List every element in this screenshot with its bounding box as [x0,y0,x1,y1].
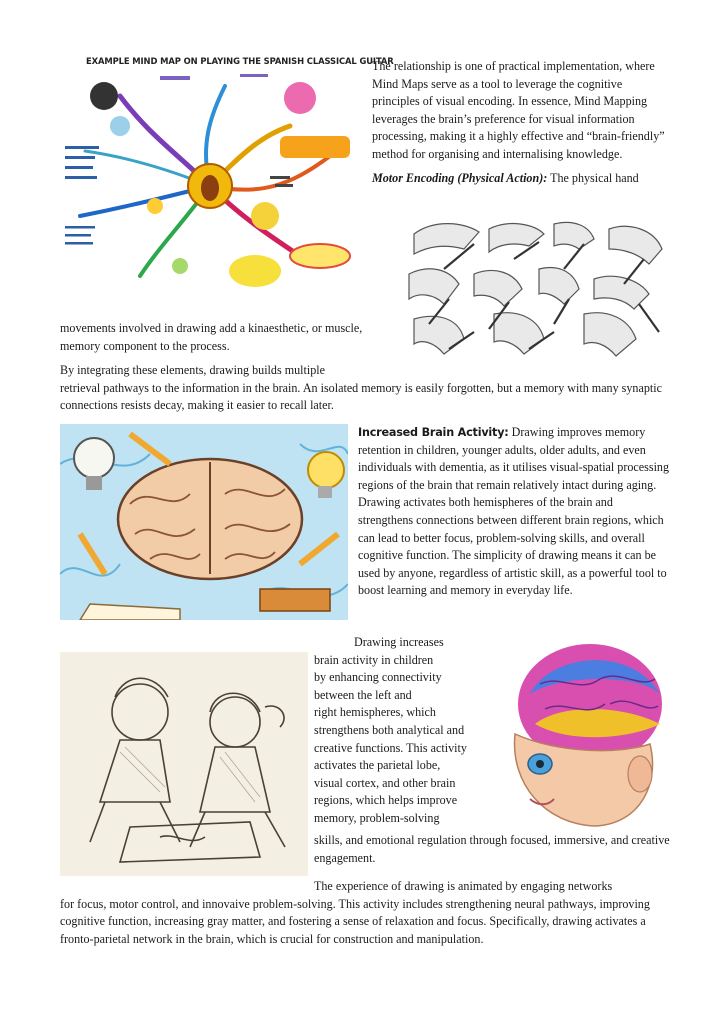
motor-continuation [60,320,400,355]
motor-text-b: movements involved in drawing add a kinaesthetic, or muscle, memory component to the process. [60,321,363,353]
children-drawing-image [60,652,308,876]
mind-map-image [60,66,360,304]
children-line-9: regions, which helps improve [314,793,458,808]
children-line-10: memory, problem-solving [314,810,440,825]
final-rest: for focus, motor control, and innovaive problem-solving. This activity includes strengthening neural pathways, improving cognitive function, increasing gray matter, and fostering a sense of relaxation and focus. Specifically, drawing activates a fronto-parietal network in the brain, which is crucial for construction and manipulation. [60,896,650,946]
children-line-5: strengthens both analytical and [314,722,465,737]
baby-brain-image [490,634,672,832]
brain-activity-paragraph [358,424,670,600]
intro-paragraph [372,58,668,187]
children-paragraph [314,634,494,828]
integration-paragraph [60,362,672,415]
final-line1: The experience of drawing is animated by engaging networks [314,879,613,893]
motor-heading: Motor Encoding (Physical Action): [372,170,548,185]
final-paragraph [60,878,672,948]
integration-line1: By integrating these elements, drawing builds multiple [60,363,326,377]
motor-text-a: The physical hand [547,170,639,185]
children-line-4: right hemispheres, which [314,705,436,720]
children-line-6: creative functions. This activity [314,740,467,755]
children-line-1: brain activity in children [314,652,434,667]
motor-encoding-lead [372,170,668,188]
children-tail: skills, and emotional regulation through focused, immersive, and creative engagement. [314,833,670,865]
brain-activity-text: Drawing improves memory retention in children, younger adults, older adults, and even individuals with dementia, as it utilises visual-spatial processing regions of the brain that remain relatively intact during aging. Drawing activates both hemispheres of the brain and strengthens connections between different brain regions, which can lead to better focus, problem-solving skills, and overall cognitive function. The simplicity of drawing means it can be used by anyone, regardless of artistic skill, as a powerful tool to boost learning and memory in everyday life. [358,425,670,598]
children-tail-paragraph [314,832,672,867]
brain-activity-heading: Increased Brain Activity: [358,426,509,439]
drawing-hands-image [404,214,668,362]
mind-map-title: EXAMPLE MIND MAP ON PLAYING THE SPANISH CLASSICAL GUITAR [86,56,394,66]
children-line-8: visual cortex, and other brain [314,775,456,790]
children-line-2: by enhancing connectivity [314,670,442,685]
children-line-3: between the left and [314,687,412,702]
integration-rest: retrieval pathways to the information in the brain. An isolated memory is easily forgotten, but a memory with many synaptic connections resists decay, making it easier to recall later. [60,380,662,413]
intro-text: The relationship is one of practical implementation, where Mind Maps serve as a tool to leverage the cognitive principles of visual encoding. In essence, Mind Mapping leverages the brain’s preference for visual information processing, making it a highly effective and “brain-friendly” method for organising and internalising knowledge. [372,59,665,161]
children-line-7: activates the parietal lobe, [314,758,441,773]
brain-illustration [60,424,348,620]
children-line-0: Drawing increases [354,635,444,649]
